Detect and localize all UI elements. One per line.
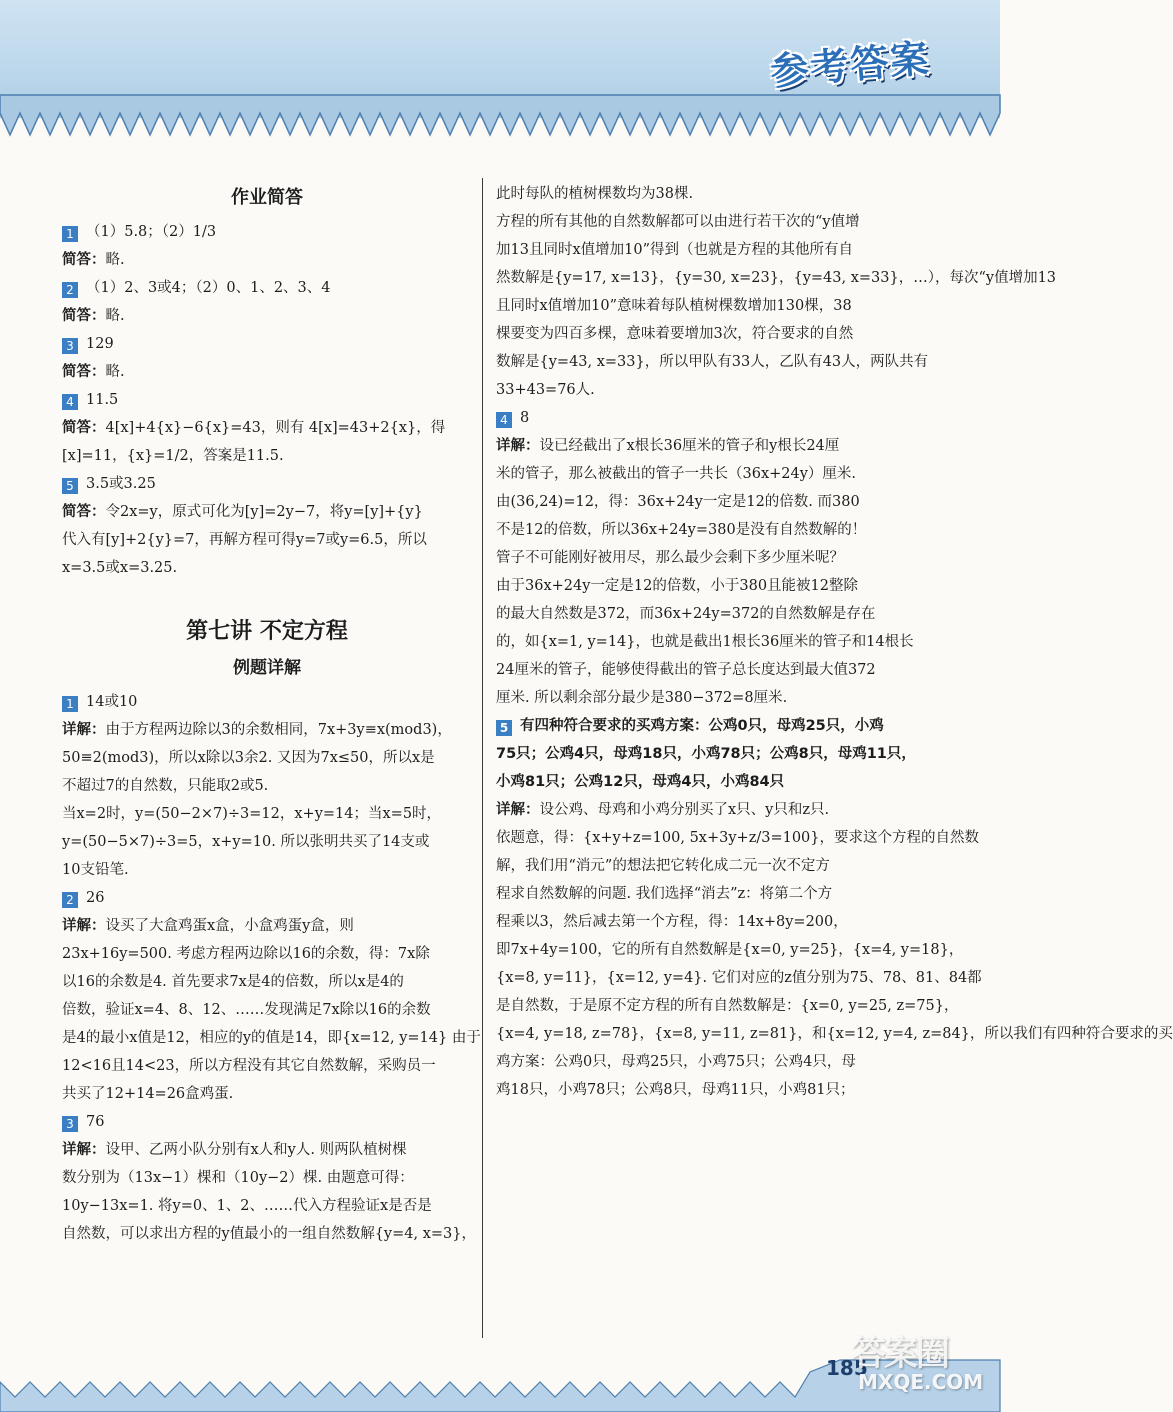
item-number-badge: 4 (496, 412, 512, 428)
brief-answer-tag: 简答： (62, 252, 106, 268)
watermark-text-main: 答案圈 (852, 1334, 948, 1374)
item-answer-line: 小鸡81只；公鸡12只，母鸡4只，小鸡84只 (496, 774, 785, 790)
item-number-badge: 2 (62, 282, 78, 298)
example-item (62, 688, 472, 884)
example-item (62, 884, 481, 1108)
item-detail: 略. (105, 308, 125, 324)
solution-line: 10y−13x=1. 将y=0、1、2、……代入方程验证x是否是 (62, 1198, 432, 1214)
homework-item (62, 218, 472, 274)
examples-subtitle: 例题详解 (233, 658, 301, 678)
solution-line: y=(50−5×7)÷3=5，x+y=10. 所以张明共买了14支或 (62, 834, 430, 850)
item-detail-line: 代入有[y]+2{y}=7，再解方程可得y=7或y=6.5，所以 (62, 532, 427, 548)
column-divider (482, 178, 483, 1338)
item-number-badge: 3 (62, 1116, 78, 1132)
solution-line: 当x=2时，y=(50−2×7)÷3=12，x+y=14；当x=5时， (62, 806, 442, 822)
homework-item (62, 470, 472, 582)
solution-line: 不超过7的自然数，只能取2或5. (62, 778, 269, 794)
item-number-badge: 5 (496, 720, 512, 736)
item-answer: 3.5或3.25 (86, 476, 156, 492)
solution-line: 鸡方案：公鸡0只，母鸡25只，小鸡75只；公鸡4只，母 (496, 1054, 856, 1070)
item-answer: （1）2、3或4；（2）0、1、2、3、4 (86, 280, 331, 296)
example-item (496, 404, 914, 712)
item-detail-line: 4[x]+4{x}−6{x}=43，则有 4[x]=43+2{x}，得 (105, 420, 446, 436)
homework-item (62, 330, 472, 386)
header-title: 参考答案 (768, 36, 932, 94)
solution-line: 不是12的倍数，所以36x+24y=380是没有自然数解的！ (496, 522, 867, 538)
item-detail: 略. (105, 364, 125, 380)
solution-line: 棵要变为四百多棵，意味着要增加3次，符合要求的自然 (496, 326, 854, 342)
brief-answer-tag: 简答： (62, 504, 106, 520)
solution-line: 设甲、乙两小队分别有x人和y人. 则两队植树棵 (105, 1142, 407, 1158)
item-detail-line: [x]=11，{x}=1/2，答案是11.5. (62, 448, 284, 464)
solution-line: 自然数，可以求出方程的y值最小的一组自然数解{y=4, x=3}， (62, 1226, 476, 1242)
example-item (496, 712, 1173, 1104)
homework-item (62, 386, 472, 470)
page-number: 185 (826, 1356, 868, 1380)
solution-line: 12<16且14<23，所以方程没有其它自然数解，采购员一 (62, 1058, 436, 1074)
item-number-badge: 2 (62, 892, 78, 908)
example-item (62, 1108, 476, 1248)
detailed-solution-tag: 详解： (62, 918, 106, 934)
solution-line: 程乘以3，然后减去第一个方程，得：14x+8y=200， (496, 914, 848, 930)
solution-line: 倍数，验证x=4、8、12、……发现满足7x除以16的余数 (62, 1002, 431, 1018)
example3-continuation (496, 180, 1057, 404)
solution-line: 鸡18只，小鸡78只；公鸡8只，母鸡11只，小鸡81只； (496, 1082, 855, 1098)
item-number-badge: 1 (62, 226, 78, 242)
solution-line: 加13且同时x值增加10”得到（也就是方程的其他所有自 (496, 242, 853, 258)
watermark-logo (852, 1326, 992, 1406)
solution-line: 米的管子，那么被截出的管子一共长（36x+24y）厘米. (496, 466, 857, 482)
solution-line: 是自然数，于是原不定方程的所有自然数解是：{x=0, y=25, z=75}， (496, 998, 959, 1014)
solution-line: 程求自然数解的问题. 我们选择“消去”z：将第二个方 (496, 886, 833, 902)
item-answer-line: 有四种符合要求的买鸡方案：公鸡0只，母鸡25只，小鸡 (520, 718, 884, 734)
solution-line: 方程的所有其他的自然数解都可以由进行若干次的“y值增 (496, 214, 860, 230)
brief-answer-tag: 简答： (62, 364, 106, 380)
solution-line: 数解是{y=43, x=33}，所以甲队有33人，乙队有43人，两队共有 (496, 354, 929, 370)
homework-item (62, 274, 472, 330)
detailed-solution-tag: 详解： (62, 722, 106, 738)
solution-line: 10支铅笔. (62, 862, 129, 878)
solution-line: 厘米. 所以剩余部分最少是380−372=8厘米. (496, 690, 788, 706)
detailed-solution-tag: 详解： (496, 438, 540, 454)
solution-line: 共买了12+14=26盒鸡蛋. (62, 1086, 234, 1102)
solution-line: 数分别为（13x−1）棵和（10y−2）棵. 由题意可得： (62, 1170, 414, 1186)
solution-line: 24厘米的管子，能够使得截出的管子总长度达到最大值372 (496, 662, 876, 678)
item-answer: 26 (86, 890, 105, 906)
lecture-title: 第七讲 不定方程 (186, 619, 348, 644)
header-zigzag-border (0, 95, 1000, 145)
solution-line: 此时每队的植树棵数均为38棵. (496, 186, 694, 202)
item-answer: 14或10 (86, 694, 138, 710)
left-column (62, 180, 481, 1248)
watermark-text-domain: MXQE.COM (858, 1370, 984, 1394)
solution-line: 管子不可能刚好被用尽，那么最少会剩下多少厘米呢？ (496, 550, 844, 566)
detailed-solution-tag: 详解： (496, 802, 540, 818)
item-answer: 11.5 (86, 392, 119, 408)
detailed-solution-tag: 详解： (62, 1142, 106, 1158)
solution-line: 解，我们用“消元”的想法把它转化成二元一次不定方 (496, 858, 830, 874)
solution-line: 由于方程两边除以3的余数相同，7x+3y≡x(mod3)， (105, 722, 452, 738)
solution-line: 依题意，得：{x+y+z=100, 5x+3y+z/3=100}，要求这个方程的自然数 (496, 830, 979, 846)
solution-line: 的最大自然数是372，而36x+24y=372的自然数解是存在 (496, 606, 876, 622)
solution-line: 设已经截出了x根长36厘米的管子和y根长24厘 (539, 438, 840, 454)
solution-line: 以16的余数是4. 首先要求7x是4的倍数，所以x是4的 (62, 974, 404, 990)
solution-line: 33+43=76人. (496, 382, 595, 398)
item-detail-line: 令2x=y，原式可化为[y]=2y−7，将y=[y]+{y} (105, 504, 423, 520)
brief-answer-tag: 简答： (62, 420, 106, 436)
solution-line: 是4的最小x值是12，相应的y的值是14，即{x=12, y=14} 由于 (62, 1030, 481, 1046)
solution-line: {x=8, y=11}，{x=12, y=4}. 它们对应的z值分别为75、78、81、84都 (496, 970, 982, 986)
solution-line: 由于36x+24y一定是12的倍数，小于380且能被12整除 (496, 578, 858, 594)
solution-line: 设买了大盒鸡蛋x盒，小盒鸡蛋y盒，则 (105, 918, 354, 934)
homework-title: 作业简答 (231, 187, 303, 208)
item-answer: （1）5.8；（2）1/3 (86, 224, 217, 240)
item-detail-line: x=3.5或x=3.25. (62, 560, 178, 576)
solution-line: 即7x+4y=100，它的所有自然数解是{x=0, y=25}，{x=4, y=18}， (496, 942, 964, 958)
solution-line: 23x+16y=500. 考虑方程两边除以16的余数，得：7x除 (62, 946, 430, 962)
brief-answer-tag: 简答： (62, 308, 106, 324)
item-number-badge: 4 (62, 394, 78, 410)
item-number-badge: 3 (62, 338, 78, 354)
item-answer: 8 (520, 410, 530, 426)
item-number-badge: 1 (62, 696, 78, 712)
item-answer: 129 (86, 336, 114, 352)
item-answer-line: 75只；公鸡4只，母鸡18只，小鸡78只；公鸡8只，母鸡11只， (496, 746, 916, 762)
right-column (496, 180, 1173, 1104)
solution-line: 且同时x值增加10”意味着每队植树棵数增加130棵，38 (496, 298, 852, 314)
solution-line: {x=4, y=18, z=78}，{x=8, y=11, z=81}，和{x=12, y=4, z=84}，所以我们有四种符合要求的买 (496, 1026, 1173, 1042)
item-answer: 76 (86, 1114, 105, 1130)
solution-line: 的，如{x=1, y=14}，也就是截出1根长36厘米的管子和14根长 (496, 634, 914, 650)
solution-line: 50≡2(mod3)，所以x除以3余2. 又因为7x≤50，所以x是 (62, 750, 435, 766)
solution-line: 然数解是{y=17, x=13}，{y=30, x=23}，{y=43, x=33}，…），每次“y值增加13 (496, 270, 1057, 286)
item-number-badge: 5 (62, 478, 78, 494)
item-detail: 略. (105, 252, 125, 268)
solution-line: 由(36,24)=12，得：36x+24y一定是12的倍数. 而380 (496, 494, 860, 510)
solution-line: 设公鸡、母鸡和小鸡分别买了x只、y只和z只. (539, 802, 830, 818)
